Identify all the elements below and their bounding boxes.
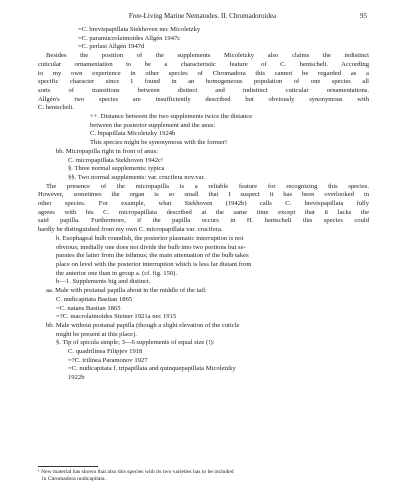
text-line: agrees with his C. micropapillata described at the same time except that it lacks the <box>38 208 369 216</box>
text-line: bb. Male without postanal papilla (though a slight elevation of the cuticle <box>46 321 240 329</box>
footnote-line: ¹ New material has shown that also this species with its two varieties has to be included <box>38 469 234 475</box>
text-line: This species might be synonymous with the former! <box>90 139 228 147</box>
text-line: sorts of transitions between distinct and indistinct cuticular ornamentations. <box>38 86 369 94</box>
text-line: specific character since I found in an homogeneous population of one species all <box>38 78 369 86</box>
text-line: obvious; medially one does not divide the bulb into two portions but se- <box>56 243 246 251</box>
text-line: b. Esophageal bulb roundish, the posterior plasmatic interruption is not <box>56 234 244 242</box>
body-text <box>38 26 369 383</box>
text-line: =C. brevispapillata Stekhoven nec Micoletzky <box>78 26 201 33</box>
text-line: =?C. macrolaimoides Steiner 1921a nec 1915 <box>56 313 177 321</box>
text-line: other species. For example, what Stekhoven (1942b) calls C. brevispapillata fully <box>38 200 369 208</box>
text-line: to my own experience in other species of Chromadora this cannot be regarded as a <box>38 69 369 77</box>
text-line: =C. nudicapitata f. tripapillata and quinquepapillata Micoletzky <box>68 365 236 373</box>
text-line: the anterior one than in group a. (cf. fig. 150). <box>56 269 178 277</box>
text-line: b—1. Supplements big and distinct. <box>56 278 151 286</box>
text-line: hardly be distinguished from my own C. micropapillata var. crucifera. <box>38 226 223 234</box>
text-line: §§. Two normal supplements: var. cruciferа nov.var. <box>68 173 206 181</box>
text-line: =?C. trilinea Paramonov 1927 <box>68 356 148 364</box>
text-line: between the posterior supplement and the anus: <box>90 121 216 129</box>
text-line: parates the latter from the isthmus; the main attenuation of the bulb takes <box>56 252 249 260</box>
text-line: place on level with the posterior interruption which is less far distant from <box>56 260 252 268</box>
text-line: §. Three normal supplements: typica <box>68 165 165 173</box>
text-line: The presence of the micropapilla is a reliable feature for recognizing this species. <box>46 182 369 190</box>
text-line: =C. perlasi Allgén 1947d <box>78 43 145 51</box>
text-line: C. bipapillata Micoletzky 1924b <box>90 130 176 138</box>
footnote-line: in Chromadora nudicapitata. <box>42 476 106 483</box>
text-line: aa. Male with postanal papilla about in the middle of the tail: <box>46 287 207 295</box>
text-line: said papilla. Furthermore, if the papilla occurs in H. hentscheli this species could <box>38 217 369 225</box>
footnote <box>38 469 369 484</box>
text-line: =C. paramucrolaimoides Allgén 1947c <box>78 34 181 42</box>
running-header <box>38 10 367 22</box>
text-line: C. nudicapitata Bastian 1865 <box>56 295 133 303</box>
text-line: 1922b <box>68 374 85 382</box>
text-line: C. hentscheli. <box>38 104 75 112</box>
text-line: C. micropapillata Stekhoven 1942c¹ <box>68 156 164 164</box>
page-number: 95 <box>360 12 367 20</box>
text-line: =C. natans Bastian 1865 <box>56 304 121 312</box>
text-line: Allgén's two species are insufficiently described but obviously synonymous with <box>38 95 369 103</box>
text-line: C. quadrilinea Filipjev 1918 <box>68 348 143 356</box>
text-line: might be present at this place). <box>56 330 137 338</box>
text-line: Besides the position of the supplements Micoletzky also claims the indistinct <box>46 52 369 60</box>
running-title: Free-Living Marine Nematodes. II. Chromadoroidea <box>128 12 277 20</box>
footnote-rule <box>38 466 98 467</box>
text-line: bb. Micropapilla right in front of anus: <box>56 147 159 155</box>
text-line: cuticular ornamentation to be a characteristic feature of C. hentscheli. According <box>38 60 369 68</box>
text-line: §. Tip of spicula simple; 3—6 supplements of equal size (!): <box>56 339 215 347</box>
text-line: ++. Distance between the two supplements twice the distance <box>90 113 253 121</box>
text-line: However, sometimes the organ is so small that I suspect it has been overlooked in <box>38 191 369 199</box>
